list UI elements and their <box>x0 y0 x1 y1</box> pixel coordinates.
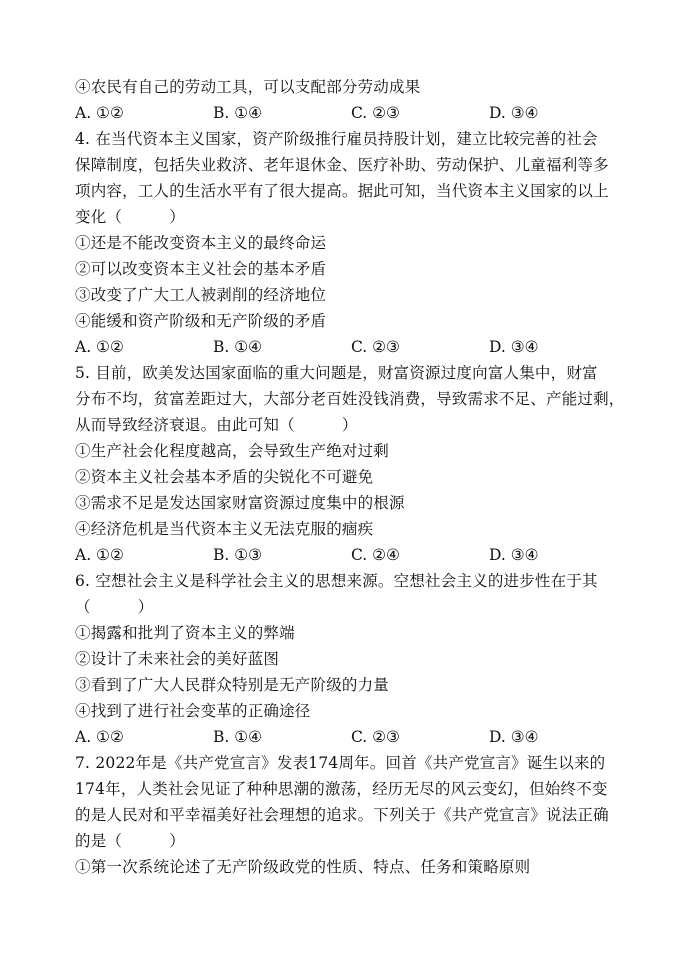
q5-stem-line-1: 5. 目前，欧美发达国家面临的重大问题是，财富资源过度向富人集中，财富 <box>75 364 598 382</box>
q4-stem-line-3: 项内容，工人的生活水平有了很大提高。据此可知，当代资本主义国家的以上 <box>75 182 609 200</box>
q7-stem-line-4: 的是（ ） <box>75 832 185 850</box>
q4-option-d: D. ③④ <box>489 338 539 356</box>
q4-item-1: ①还是不能改变资本主义的最终命运 <box>75 234 327 252</box>
q4-item-2: ②可以改变资本主义社会的基本矛盾 <box>75 260 327 278</box>
q7-stem-line-2: 174年，人类社会见证了种种思潮的激荡，经历无尽的风云变幻，但始终不变 <box>75 780 608 798</box>
q4-option-b: B. ①④ <box>213 338 263 356</box>
q3-option-c: C. ②③ <box>351 104 400 122</box>
q7-stem-line-1: 7. 2022年是《共产党宣言》发表174周年。回首《共产党宣言》诞生以来的 <box>75 754 606 772</box>
q4-stem-line-1: 4. 在当代资本主义国家，资产阶级推行雇员持股计划，建立比较完善的社会 <box>75 130 598 148</box>
q5-item-1: ①生产社会化程度越高，会导致生产绝对过剩 <box>75 442 390 460</box>
q4-item-3: ③改变了广大工人被剥削的经济地位 <box>75 286 327 304</box>
q6-item-3: ③看到了广大人民群众特别是无产阶级的力量 <box>75 676 390 694</box>
q6-item-1: ①揭露和批判了资本主义的弊端 <box>75 624 295 642</box>
q6-item-2: ②设计了未来社会的美好蓝图 <box>75 650 280 668</box>
q5-item-3: ③需求不足是发达国家财富资源过度集中的根源 <box>75 494 405 512</box>
q4-stem-line-4: 变化（ ） <box>75 208 185 226</box>
q3-option-b: B. ①④ <box>213 104 263 122</box>
q6-option-d: D. ③④ <box>489 728 539 746</box>
q5-item-4: ④经济危机是当代资本主义无法克服的痼疾 <box>75 520 374 538</box>
q6-stem-line-2: （ ） <box>75 598 154 616</box>
q6-stem-line-1: 6. 空想社会主义是科学社会主义的思想来源。空想社会主义的进步性在于其 <box>75 572 598 590</box>
q4-option-a: A. ①② <box>75 338 124 356</box>
q4-item-4: ④能缓和资产阶级和无产阶级的矛盾 <box>75 312 327 330</box>
q5-stem-line-2: 分布不均，贫富差距过大，大部分老百姓没钱消费，导致需求不足、产能过剩， <box>75 390 625 408</box>
q5-option-a: A. ①② <box>75 546 124 564</box>
q5-stem-line-3: 从而导致经济衰退。由此可知（ ） <box>75 416 358 434</box>
q6-option-a: A. ①② <box>75 728 124 746</box>
q3-option-d: D. ③④ <box>489 104 539 122</box>
q5-option-b: B. ①③ <box>213 546 263 564</box>
q4-stem-line-2: 保障制度，包括失业救济、老年退休金、医疗补助、劳动保护、儿童福利等多 <box>75 156 609 174</box>
q6-option-b: B. ①④ <box>213 728 263 746</box>
q3-item-4: ④农民有自己的劳动工具，可以支配部分劳动成果 <box>75 78 421 96</box>
q5-item-2: ②资本主义社会基本矛盾的尖锐化不可避免 <box>75 468 374 486</box>
q6-item-4: ④找到了进行社会变革的正确途径 <box>75 702 311 720</box>
q5-option-d: D. ③④ <box>489 546 539 564</box>
q6-option-c: C. ②③ <box>351 728 400 746</box>
q5-option-c: C. ②④ <box>351 546 400 564</box>
q7-stem-line-3: 的是人民对和平幸福美好社会理想的追求。下列关于《共产党宣言》说法正确 <box>75 806 609 824</box>
q3-option-a: A. ①② <box>75 104 124 122</box>
q7-item-1: ①第一次系统论述了无产阶级政党的性质、特点、任务和策略原则 <box>75 858 531 876</box>
q4-option-c: C. ②③ <box>351 338 400 356</box>
